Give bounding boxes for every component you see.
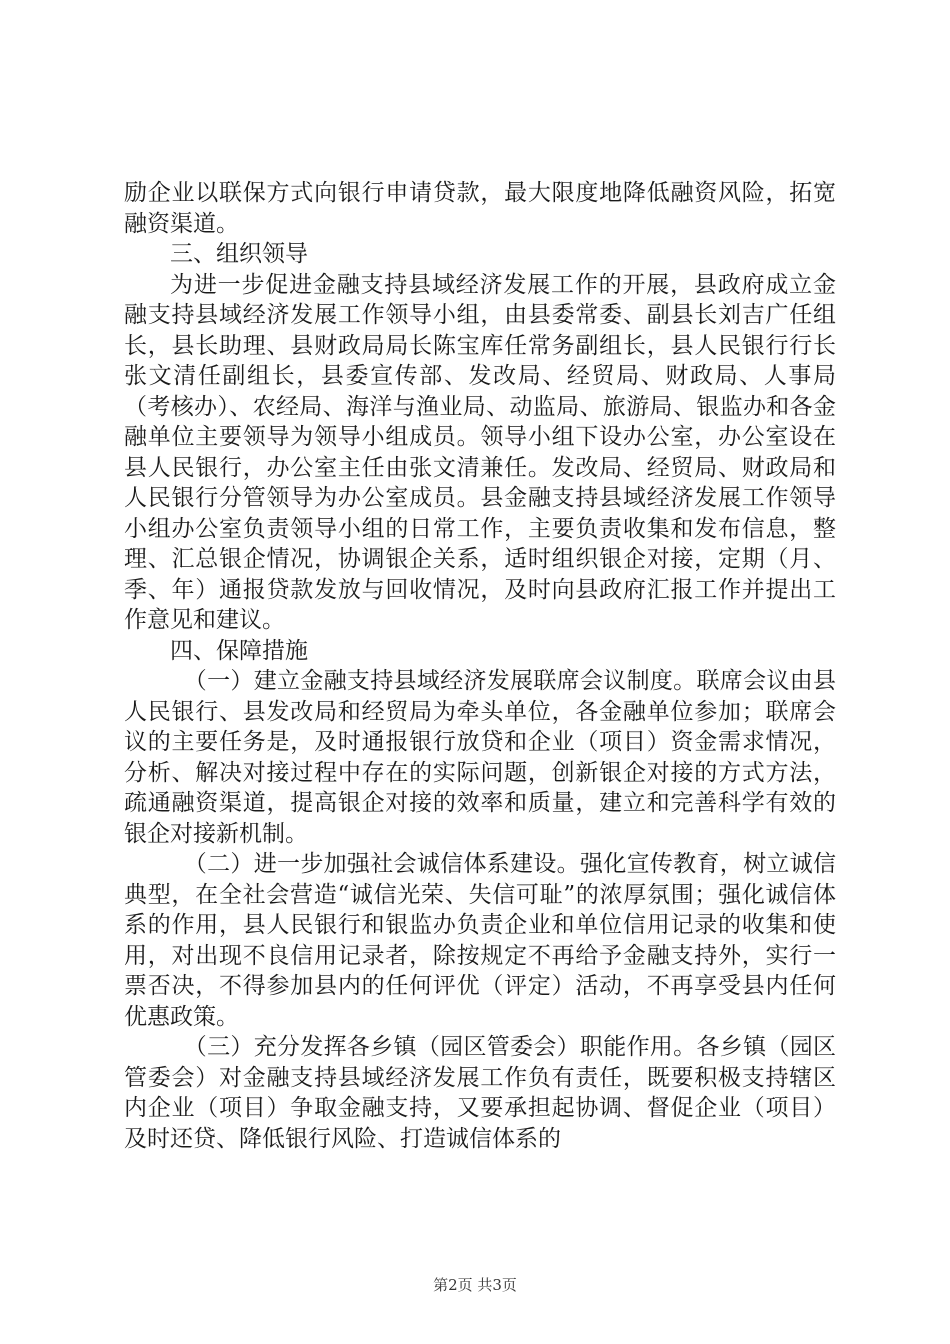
document-body	[124, 178, 836, 1154]
paragraph-safeguard-3: （三）充分发挥各乡镇（园区管委会）职能作用。各乡镇（园区管委会）对金融支持县域经济发展工作负有责任，既要积极支持辖区内企业（项目）争取金融支持，又要承担起协调、督促企业（项目）及时还贷、降低银行风险、打造诚信体系的	[124, 1034, 836, 1152]
page-number-footer: 第2页 共3页	[433, 1276, 517, 1294]
paragraph-organization-body: 为进一步促进金融支持县域经济发展工作的开展，县政府成立金融支持县域经济发展工作领导小组，由县委常委、副县长刘吉广任组长，县长助理、县财政局局长陈宝库任常务副组长，县人民银行行长张文清任副组长，县委宣传部、发改局、经贸局、财政局、人事局（考核办）、农经局、海洋与渔业局、动监局、旅游局、银监办和各金融单位主要领导为领导小组成员。领导小组下设办公室，办公室设在县人民银行，办公室主任由张文清兼任。发改局、经贸局、财政局和人民银行分管领导为办公室成员。县金融支持县域经济发展工作领导小组办公室负责领导小组的日常工作，主要负责收集和发布信息，整理、汇总银企情况，协调银企关系，适时组织银企对接，定期（月、季、年）通报贷款发放与回收情况，及时向县政府汇报工作并提出工作意见和建议。	[124, 271, 836, 633]
paragraph-safeguard-1: （一）建立金融支持县域经济发展联席会议制度。联席会议由县人民银行、县发改局和经贸局为牵头单位，各金融单位参加；联席会议的主要任务是，及时通报银行放贷和企业（项目）资金需求情况，分析、解决对接过程中存在的实际问题，创新银企对接的方式方法，疏通融资渠道，提高银企对接的效率和质量，建立和完善科学有效的银企对接新机制。	[124, 668, 836, 847]
section-heading-safeguards: 四、保障措施	[170, 637, 308, 664]
paragraph-continuation: 励企业以联保方式向银行申请贷款，最大限度地降低融资风险，拓宽融资渠道。	[124, 180, 836, 237]
section-heading-organization: 三、组织领导	[170, 241, 308, 267]
paragraph-safeguard-2: （二）进一步加强社会诚信体系建设。强化宣传教育，树立诚信典型，在全社会营造“诚信光荣、失信可耻”的浓厚氛围；强化诚信体系的作用，县人民银行和银监办负责企业和单位信用记录的收集和使用，对出现不良信用记录者，除按规定不再给予金融支持外，实行一票否决，不得参加县内的任何评优（评定）活动，不再享受县内任何优惠政策。	[124, 851, 836, 1030]
